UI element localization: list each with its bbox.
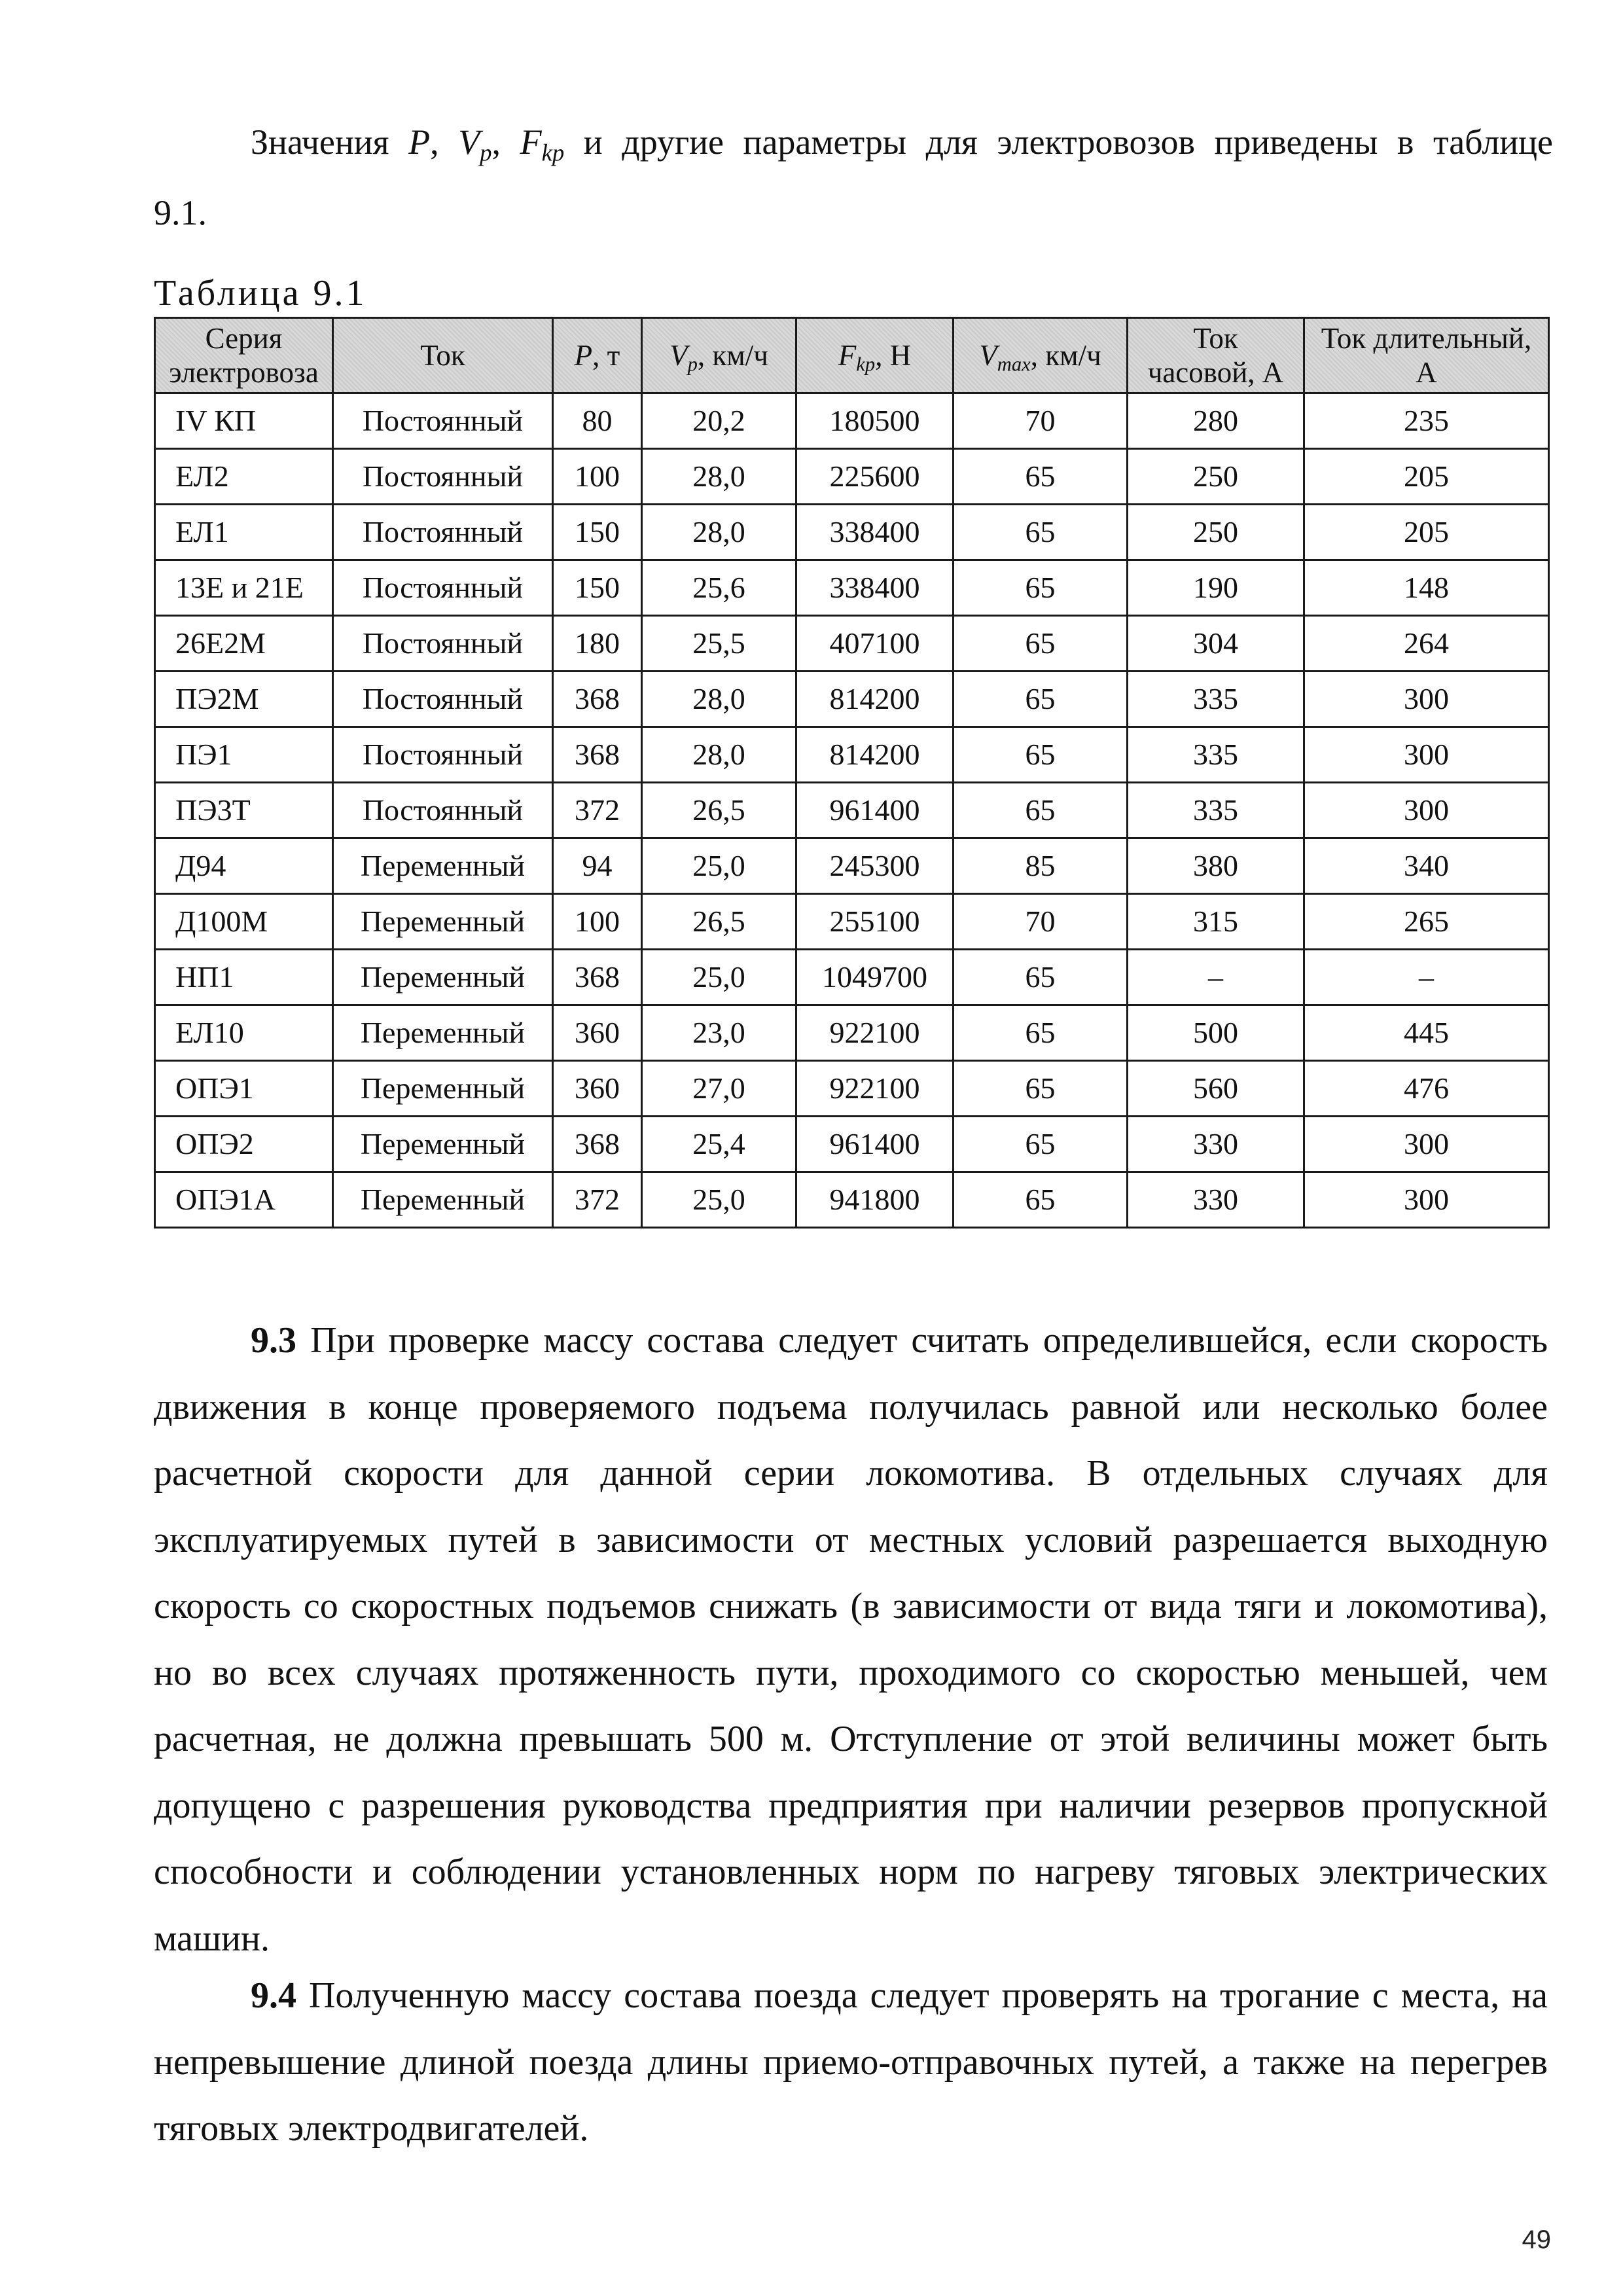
header-hourly-line1: Ток [1193, 322, 1238, 355]
cell-design-speed: 25,4 [642, 1117, 796, 1172]
cell-mass: 180 [553, 616, 642, 672]
cell-traction-force: 225600 [796, 449, 954, 505]
cell-continuous-current: 300 [1304, 1117, 1549, 1172]
cell-series: Д94 [155, 838, 333, 894]
cell-hourly-current: 280 [1128, 393, 1304, 449]
cell-continuous-current: 340 [1304, 838, 1549, 894]
header-vmax-sub: max [997, 353, 1031, 376]
cell-continuous-current: 205 [1304, 505, 1549, 560]
intro-line-2: 9.1. [154, 193, 207, 232]
electric-locomotive-table [154, 317, 1550, 1229]
header-mass-symbol: P [574, 339, 593, 372]
header-series-line2: электровоза [169, 356, 319, 389]
cell-series: ЕЛ10 [155, 1005, 333, 1061]
cell-series: ЕЛ1 [155, 505, 333, 560]
cell-max-speed: 65 [954, 449, 1128, 505]
cell-series: ПЭ2М [155, 672, 333, 727]
table-row [155, 1172, 1549, 1228]
cell-design-speed: 28,0 [642, 727, 796, 783]
table-row [155, 783, 1549, 838]
cell-hourly-current: 335 [1128, 672, 1304, 727]
header-continuous-line1: Ток длительный, [1321, 322, 1532, 355]
cell-design-speed: 28,0 [642, 672, 796, 727]
page-number: 49 [1522, 2225, 1551, 2254]
cell-max-speed: 65 [954, 505, 1128, 560]
header-fkp-letter: F [838, 339, 857, 372]
symbol-p: P [408, 122, 431, 162]
cell-design-speed: 26,5 [642, 894, 796, 950]
cell-hourly-current: 190 [1128, 560, 1304, 616]
cell-traction-force: 180500 [796, 393, 954, 449]
cell-current-type: Переменный [333, 950, 553, 1005]
header-continuous-current [1304, 318, 1549, 393]
header-max-speed [954, 318, 1128, 393]
table-row [155, 560, 1549, 616]
cell-mass: 372 [553, 1172, 642, 1228]
cell-current-type: Переменный [333, 1061, 553, 1117]
cell-design-speed: 25,0 [642, 838, 796, 894]
section-9-4 [154, 1963, 1548, 2162]
header-traction-force-symbol [838, 339, 876, 376]
cell-traction-force: 941800 [796, 1172, 954, 1228]
cell-continuous-current: 235 [1304, 393, 1549, 449]
intro-prefix: Значения [251, 122, 409, 162]
cell-mass: 372 [553, 783, 642, 838]
header-current: Ток [333, 318, 553, 393]
cell-max-speed: 85 [954, 838, 1128, 894]
cell-design-speed: 25,5 [642, 616, 796, 672]
header-vmax-letter: V [979, 339, 997, 372]
symbol-fkp-sub: kp [541, 139, 565, 166]
cell-hourly-current: 500 [1128, 1005, 1304, 1061]
cell-mass: 360 [553, 1061, 642, 1117]
header-vp-sub: p [687, 353, 698, 376]
cell-traction-force: 922100 [796, 1005, 954, 1061]
cell-mass: 100 [553, 449, 642, 505]
header-design-speed [642, 318, 796, 393]
cell-mass: 368 [553, 672, 642, 727]
cell-current-type: Переменный [333, 894, 553, 950]
cell-traction-force: 961400 [796, 1117, 954, 1172]
cell-hourly-current: 560 [1128, 1061, 1304, 1117]
header-design-speed-unit: , км/ч [697, 339, 768, 372]
cell-traction-force: 407100 [796, 616, 954, 672]
header-max-speed-unit: , км/ч [1030, 339, 1101, 372]
cell-series: ЕЛ2 [155, 449, 333, 505]
cell-design-speed: 25,6 [642, 560, 796, 616]
cell-traction-force: 961400 [796, 783, 954, 838]
section-9-4-paragraph [154, 1963, 1548, 2162]
cell-hourly-current: 330 [1128, 1117, 1304, 1172]
cell-hourly-current: 304 [1128, 616, 1304, 672]
header-series [155, 318, 333, 393]
cell-max-speed: 65 [954, 1117, 1128, 1172]
section-9-3 [154, 1308, 1548, 1972]
cell-design-speed: 23,0 [642, 1005, 796, 1061]
cell-continuous-current: 265 [1304, 894, 1549, 950]
cell-mass: 100 [553, 894, 642, 950]
cell-design-speed: 25,0 [642, 950, 796, 1005]
cell-traction-force: 814200 [796, 727, 954, 783]
header-continuous-line2: А [1416, 356, 1437, 389]
cell-continuous-current: 300 [1304, 783, 1549, 838]
cell-continuous-current: 264 [1304, 616, 1549, 672]
cell-current-type: Переменный [333, 838, 553, 894]
cell-mass: 368 [553, 727, 642, 783]
symbol-vp-sub: p [480, 139, 492, 166]
intro-sep: , [430, 122, 459, 162]
cell-mass: 94 [553, 838, 642, 894]
symbol-vp [458, 122, 492, 166]
cell-traction-force: 1049700 [796, 950, 954, 1005]
table-row [155, 1117, 1549, 1172]
intro-line-1 [251, 119, 1553, 165]
cell-max-speed: 65 [954, 616, 1128, 672]
cell-current-type: Переменный [333, 1172, 553, 1228]
header-hourly-current [1128, 318, 1304, 393]
cell-series: ПЭ3Т [155, 783, 333, 838]
header-design-speed-symbol [669, 339, 698, 376]
table-row [155, 894, 1549, 950]
cell-design-speed: 28,0 [642, 505, 796, 560]
header-mass [553, 318, 642, 393]
cell-continuous-current: – [1304, 950, 1549, 1005]
cell-traction-force: 922100 [796, 1061, 954, 1117]
table-row [155, 950, 1549, 1005]
cell-series: Д100М [155, 894, 333, 950]
cell-max-speed: 70 [954, 894, 1128, 950]
cell-current-type: Постоянный [333, 616, 553, 672]
table-row [155, 505, 1549, 560]
cell-current-type: Переменный [333, 1005, 553, 1061]
cell-design-speed: 25,0 [642, 1172, 796, 1228]
cell-series: НП1 [155, 950, 333, 1005]
cell-traction-force: 245300 [796, 838, 954, 894]
cell-continuous-current: 300 [1304, 727, 1549, 783]
cell-series: ПЭ1 [155, 727, 333, 783]
cell-traction-force: 255100 [796, 894, 954, 950]
cell-current-type: Постоянный [333, 449, 553, 505]
cell-continuous-current: 205 [1304, 449, 1549, 505]
table-row [155, 838, 1549, 894]
header-hourly-line2: часовой, А [1147, 356, 1284, 389]
cell-max-speed: 65 [954, 1172, 1128, 1228]
cell-mass: 360 [553, 1005, 642, 1061]
header-max-speed-symbol [979, 339, 1031, 376]
table-row [155, 1005, 1549, 1061]
cell-series: ОПЭ1А [155, 1172, 333, 1228]
table-row [155, 672, 1549, 727]
table-row [155, 449, 1549, 505]
symbol-f: F [520, 122, 542, 162]
table-caption: Таблица 9.1 [154, 273, 367, 314]
cell-max-speed: 65 [954, 560, 1128, 616]
section-number: 9.3 [251, 1320, 296, 1361]
cell-series: ОПЭ2 [155, 1117, 333, 1172]
cell-mass: 80 [553, 393, 642, 449]
cell-max-speed: 65 [954, 672, 1128, 727]
cell-traction-force: 814200 [796, 672, 954, 727]
cell-max-speed: 70 [954, 393, 1128, 449]
cell-continuous-current: 476 [1304, 1061, 1549, 1117]
cell-max-speed: 65 [954, 727, 1128, 783]
cell-continuous-current: 300 [1304, 672, 1549, 727]
header-traction-force [796, 318, 954, 393]
table-row [155, 616, 1549, 672]
cell-max-speed: 65 [954, 1061, 1128, 1117]
header-vp-letter: V [669, 339, 688, 372]
cell-continuous-current: 445 [1304, 1005, 1549, 1061]
cell-design-speed: 20,2 [642, 393, 796, 449]
cell-max-speed: 65 [954, 783, 1128, 838]
cell-series: 26Е2М [155, 616, 333, 672]
table-row [155, 727, 1549, 783]
cell-hourly-current: – [1128, 950, 1304, 1005]
cell-max-speed: 65 [954, 1005, 1128, 1061]
cell-current-type: Переменный [333, 1117, 553, 1172]
cell-hourly-current: 335 [1128, 783, 1304, 838]
cell-current-type: Постоянный [333, 783, 553, 838]
cell-hourly-current: 335 [1128, 727, 1304, 783]
cell-mass: 150 [553, 505, 642, 560]
section-text: Полученную массу состава поезда следует проверять на трогание с места, на непревышение длиной поезда длины приемо-отправочных путей, а также на перегрев тяговых электродвигателей. [154, 1975, 1548, 2149]
table-body [155, 393, 1549, 1228]
header-fkp-sub: kp [856, 353, 876, 376]
header-series-line1: Серия [205, 322, 283, 355]
cell-mass: 368 [553, 950, 642, 1005]
section-9-3-paragraph [154, 1308, 1548, 1972]
cell-hourly-current: 250 [1128, 449, 1304, 505]
header-mass-unit: , т [592, 339, 620, 372]
cell-series: ОПЭ1 [155, 1061, 333, 1117]
cell-hourly-current: 315 [1128, 894, 1304, 950]
cell-traction-force: 338400 [796, 560, 954, 616]
cell-hourly-current: 380 [1128, 838, 1304, 894]
cell-max-speed: 65 [954, 950, 1128, 1005]
intro-suffix: и другие параметры для электровозов приведены в таблице [564, 122, 1554, 162]
cell-current-type: Постоянный [333, 672, 553, 727]
cell-series: IV КП [155, 393, 333, 449]
table-header-row [155, 318, 1549, 393]
cell-current-type: Постоянный [333, 727, 553, 783]
cell-continuous-current: 300 [1304, 1172, 1549, 1228]
cell-current-type: Постоянный [333, 505, 553, 560]
section-number: 9.4 [251, 1975, 296, 2016]
intro-sep: , [491, 122, 520, 162]
section-text: При проверке массу состава следует считать определившейся, если скорость движения в конце проверяемого подъема получилась равной или несколько более расчетной скорости для данной серии локомотива. В отдельных случаях для эксплуатируемых путей в зависимости от местных условий разрешается выходную скорость со скоростных подъемов снижать (в зависимости от вида тяги и локомотива), но во всех случаях протяженность пути, проходимого со скоростью меньшей, чем расчетная, не должна превышать 500 м. Отступление от этой величины может быть допущено с разрешения руководства предприятия при наличии резервов пропускной способности и соблюдении установленных норм по нагреву тяговых электрических машин. [154, 1320, 1548, 1959]
table-row [155, 393, 1549, 449]
cell-mass: 150 [553, 560, 642, 616]
cell-series: 13Е и 21Е [155, 560, 333, 616]
cell-mass: 368 [553, 1117, 642, 1172]
cell-design-speed: 28,0 [642, 449, 796, 505]
table-row [155, 1061, 1549, 1117]
cell-current-type: Постоянный [333, 560, 553, 616]
symbol-v: V [458, 122, 480, 162]
cell-hourly-current: 330 [1128, 1172, 1304, 1228]
symbol-fkp [520, 122, 565, 166]
cell-design-speed: 27,0 [642, 1061, 796, 1117]
cell-continuous-current: 148 [1304, 560, 1549, 616]
cell-design-speed: 26,5 [642, 783, 796, 838]
cell-traction-force: 338400 [796, 505, 954, 560]
cell-current-type: Постоянный [333, 393, 553, 449]
cell-hourly-current: 250 [1128, 505, 1304, 560]
header-traction-force-unit: , Н [875, 339, 912, 372]
